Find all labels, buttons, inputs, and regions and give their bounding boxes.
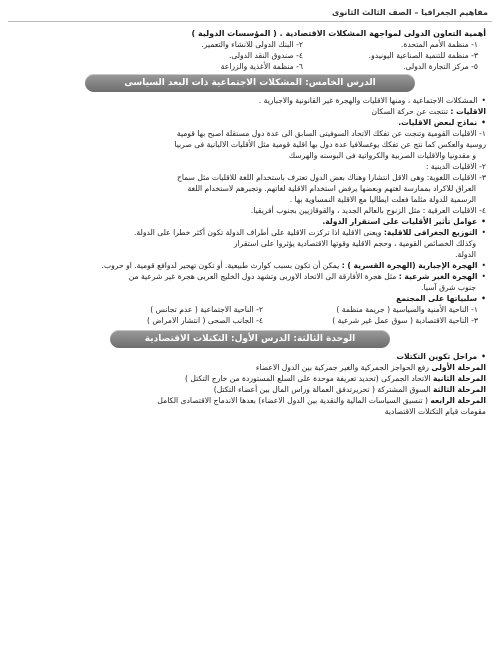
term-text: يمكن أن تكون بسبب كوارث طبيعية. أو تكون تهجير لدوافع قومية. او حروب.: [101, 261, 342, 270]
paragraph-line: [8, 395, 492, 406]
lesson5-banner: الدرس الخامس: المشكلات الاجتماعية ذات البعد السياسى: [85, 74, 415, 92]
subheading: • سلبياتها على المجتمع: [8, 293, 492, 304]
intl-item: ٢- البنك الدولى للانشاء والتعمير.: [201, 40, 303, 49]
stage-text: رفع الحواجز الجمركية والغير جمركية بين الدول الاعضاء: [255, 363, 432, 372]
intl-item: ١- منظمة الأمم المتحدة.: [400, 40, 478, 49]
unit3-banner: الوحدة الثالثة: الدرس الأول: التكتلات الاقتصادية: [110, 330, 390, 348]
intl-item: ٦- منظمة الأغذية والزراعة: [220, 62, 303, 71]
paragraph-line: العراق للاكراد بممارسة لغتهم وبعضها يرفض استخدام الاقلية لغاتهم. وتجبرهم لاستخدام اللغة: [187, 184, 476, 193]
neg-item: ٣- الناحية الاقتصادية ( سوق عمل غير شرعية ): [332, 316, 478, 325]
paragraph-line: [8, 227, 492, 238]
paragraph-line: [8, 384, 492, 395]
term-label: الاقليات :: [450, 107, 486, 116]
paragraph-line: [8, 373, 492, 384]
stage-label: المرحلة الثانية: [432, 374, 486, 383]
subheading: • مراحل تكوين التكتلات: [8, 351, 492, 362]
intl-item: ٥- مركز التجارة الدولى.: [403, 62, 478, 71]
paragraph-line: ٢- الاقليات الدينية :: [425, 162, 486, 171]
paragraph-line: [8, 271, 492, 282]
paragraph-line: ٤- الاقليات العرقية : مثل الزنوج بالعالم الجديد ، والقوقازيين بجنوب أفريقيا.: [250, 206, 486, 215]
neg-item: ٤- الجانب الصحى ( انتشار الامراض ): [147, 316, 263, 325]
intl-row-1: [8, 39, 492, 50]
subheading: • نماذج لبعض الاقليات.: [8, 117, 492, 128]
paragraph-line: و مقدونيا والاقليات الصربية والكرواتية فى البوسنه والهرسك: [288, 151, 476, 160]
neg-row-2: [8, 315, 492, 326]
paragraph-line: الرسمية للدولة مثلما فعلت ايطاليا مع الاقلية النمساوية بها .: [289, 195, 476, 204]
paragraph-line: • المشكلات الاجتماعية ، ومنها الاقليات والهجرة غير القانونية والاجبارية .: [8, 95, 492, 106]
stage-text: السوق المشتركة ( تحريرتدفق العمالة وراس المال بين أعضاء التكتل): [213, 385, 433, 394]
term-label: الهجرة الغير شرعية :: [398, 272, 478, 281]
stage-label: المرحلة الرابعه: [430, 396, 486, 405]
paragraph-line: [8, 106, 492, 117]
intl-row-3: [8, 61, 492, 72]
term-label: التوزيع الجغرافى للاقلية:: [383, 228, 478, 237]
paragraph-line: وكذلك الخصائص القومية ، وحجم الاقلية وقوتها الاقتصادية يؤثروا على استقرار: [233, 239, 476, 248]
intl-heading: أهمية التعاون الدولى لمواجهة المشكلات الاقتصادية . ( المؤسسات الدولية ): [191, 29, 486, 38]
intl-item: ٤- صندوق النقد الدولى.: [228, 51, 303, 60]
paragraph-line: [8, 260, 492, 271]
stage-text: ( تنسيق السياسات المالية والنقدية بين الدول الاعضاء) بعدها الاندماج الاقتصادى الكامل: [157, 396, 431, 405]
intl-row-2: [8, 50, 492, 61]
term-text: مثل هجرة الأفارقة الى الاتحاد الاوربى وتشهد دول الخليج العربى هجرة غير شرعية من: [128, 272, 399, 281]
document-page: [8, 0, 492, 657]
paragraph-line: جنوب شرق آسيا.: [421, 283, 476, 292]
intl-item: ٣- منظمة للتنمية الصناعية اليونيدو.: [368, 51, 478, 60]
page-header: [8, 5, 492, 22]
paragraph-line: ١- الاقليات القومية وتنجت عن تفكك الاتحاد السوفيتى السابق الى عدة دول مستقلة اصبح بها قومية: [176, 129, 486, 138]
neg-item: ١- الناحية الأمنية والسياسية ( جريمة منظمة ): [336, 305, 478, 314]
subheading: • عوامل تأثير الأقليات على استقرار الدولة.: [8, 216, 492, 227]
paragraph-line: مقومات قيام التكتلات الاقتصادية: [384, 407, 486, 416]
book-title: مفاهيم الجغرافيا – الصف الثالث الثانوى: [332, 7, 488, 17]
paragraph-line: الدولة.: [455, 250, 476, 259]
term-text: ويعنى الاقلية اذا تركزت الاقلية على أطراف الدولة تكون أكثر خطرا على الدولة.: [134, 228, 384, 237]
term-label: الهجرة الإجبارية (الهجرة القسرية ) :: [341, 261, 478, 270]
stage-text: الاتحاد الجمركى (تحديد تعريفة موحدة على السلع المستوردة من خارج التكتل ): [184, 374, 433, 383]
paragraph-line: ٣- الاقليات اللغوية: وهى الاقل انتشارا وهناك بعض الدول تعترف باستخدام اللغة للاقليات مثل سماح: [176, 173, 486, 182]
neg-row-1: [8, 304, 492, 315]
neg-item: ٢- الناحية الاجتماعية ( عدم تجانس ): [150, 305, 263, 314]
stage-label: المرحلة الثالثة: [432, 385, 486, 394]
term-text: تنتجت عن حركة السكان: [371, 107, 448, 116]
paragraph-line: روسية والعكس كما نتج عن تفكك يوغسلافيا عدة دول بها اقلية قومية مثل الأقليات الالبانية فى صربيا: [174, 140, 486, 149]
stage-label: المرحلة الأولى: [431, 363, 486, 372]
paragraph-line: [8, 362, 492, 373]
